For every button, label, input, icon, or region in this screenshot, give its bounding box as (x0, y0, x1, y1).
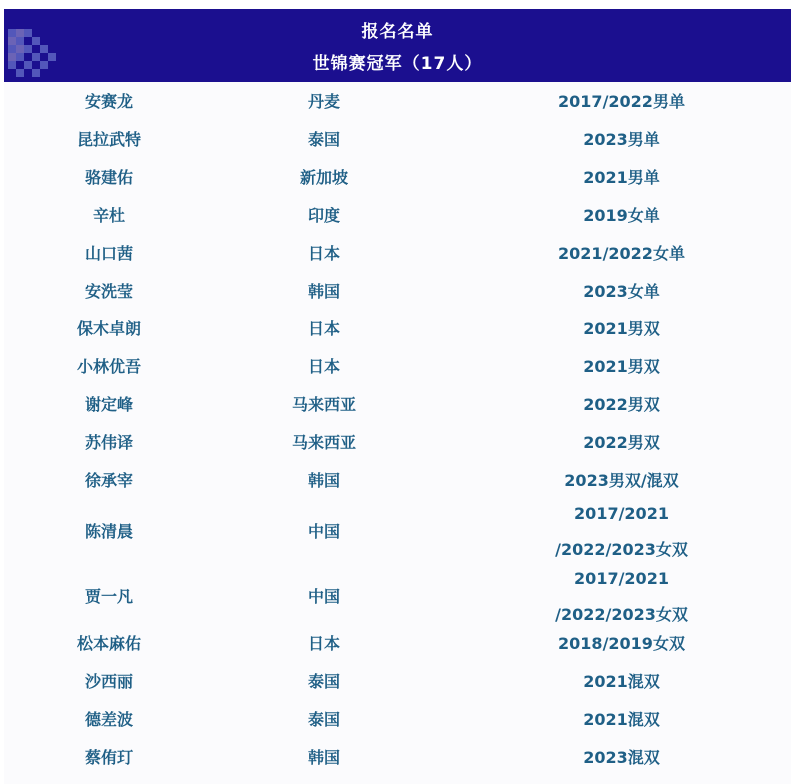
player-name: 苏伟译 (84, 433, 133, 452)
table-row (4, 349, 791, 385)
table-row (4, 84, 791, 120)
player-titles: 2023男双/混双 (564, 471, 679, 490)
player-country: 中国 (307, 522, 340, 541)
player-name: 昆拉武特 (76, 130, 141, 149)
player-name: 陈清晨 (84, 522, 133, 541)
player-titles: 2018/2019女双 (558, 634, 685, 653)
champion-table (4, 82, 791, 784)
player-name: 山口茜 (84, 244, 133, 263)
player-country: 马来西亚 (291, 395, 356, 414)
player-titles: 2022男双 (583, 433, 660, 452)
table-row (4, 122, 791, 158)
player-country: 丹麦 (307, 92, 340, 111)
player-titles: 2021男单 (583, 168, 660, 187)
player-name: 辛杜 (92, 206, 125, 225)
player-titles: 2021/2022女单 (558, 244, 685, 263)
list-header (4, 9, 791, 82)
table-row (4, 160, 791, 196)
table-row (4, 463, 791, 499)
player-titles: 2021混双 (583, 672, 660, 691)
player-name: 安赛龙 (84, 92, 133, 111)
title-line: /2022/2023女双 (555, 540, 688, 559)
player-titles: 2021男双 (583, 357, 660, 376)
player-country: 日本 (307, 319, 340, 338)
table-row (4, 274, 791, 310)
player-country: 日本 (307, 244, 340, 263)
player-country: 泰国 (307, 672, 340, 691)
table-row (4, 566, 791, 628)
title-line: 2017/2021 (574, 504, 669, 523)
table-row (4, 740, 791, 776)
player-name: 松本麻佑 (76, 634, 141, 653)
player-name: 保木卓朗 (76, 319, 141, 338)
player-name: 谢定峰 (84, 395, 133, 414)
table-row (4, 664, 791, 700)
player-titles (494, 566, 749, 628)
table-row (4, 702, 791, 738)
player-titles: 2023女单 (583, 282, 660, 301)
player-country: 韩国 (307, 471, 340, 490)
table-row (4, 198, 791, 234)
player-titles: 2017/2022男单 (558, 92, 685, 111)
player-country: 日本 (307, 634, 340, 653)
player-name: 德差波 (84, 710, 133, 729)
player-name: 沙西丽 (84, 672, 133, 691)
table-row (4, 387, 791, 423)
player-country: 马来西亚 (291, 433, 356, 452)
player-name: 蔡侑玎 (84, 748, 133, 767)
table-row (4, 311, 791, 347)
list-subtitle: 世锦赛冠军（17人） (312, 54, 483, 74)
title-line: /2022/2023女双 (555, 605, 688, 624)
player-country: 新加坡 (299, 168, 348, 187)
table-row (4, 501, 791, 563)
player-country: 印度 (307, 206, 340, 225)
player-titles: 2023混双 (583, 748, 660, 767)
player-name: 贾一凡 (84, 587, 133, 606)
player-name: 徐承宰 (84, 471, 133, 490)
table-row (4, 236, 791, 272)
list-title: 报名名单 (361, 22, 434, 42)
player-country: 韩国 (307, 748, 340, 767)
player-titles: 2021混双 (583, 710, 660, 729)
player-country: 泰国 (307, 710, 340, 729)
player-titles: 2022男双 (583, 395, 660, 414)
player-country: 中国 (307, 587, 340, 606)
table-row (4, 626, 791, 662)
player-titles: 2019女单 (583, 206, 660, 225)
player-name: 安洗莹 (84, 282, 133, 301)
player-name: 骆建佑 (84, 168, 133, 187)
player-name: 小林优吾 (76, 357, 141, 376)
player-country: 日本 (307, 357, 340, 376)
title-line: 2017/2021 (574, 569, 669, 588)
player-titles: 2021男双 (583, 319, 660, 338)
player-country: 泰国 (307, 130, 340, 149)
player-titles (494, 501, 749, 563)
player-titles: 2023男单 (583, 130, 660, 149)
table-row (4, 425, 791, 461)
player-country: 韩国 (307, 282, 340, 301)
